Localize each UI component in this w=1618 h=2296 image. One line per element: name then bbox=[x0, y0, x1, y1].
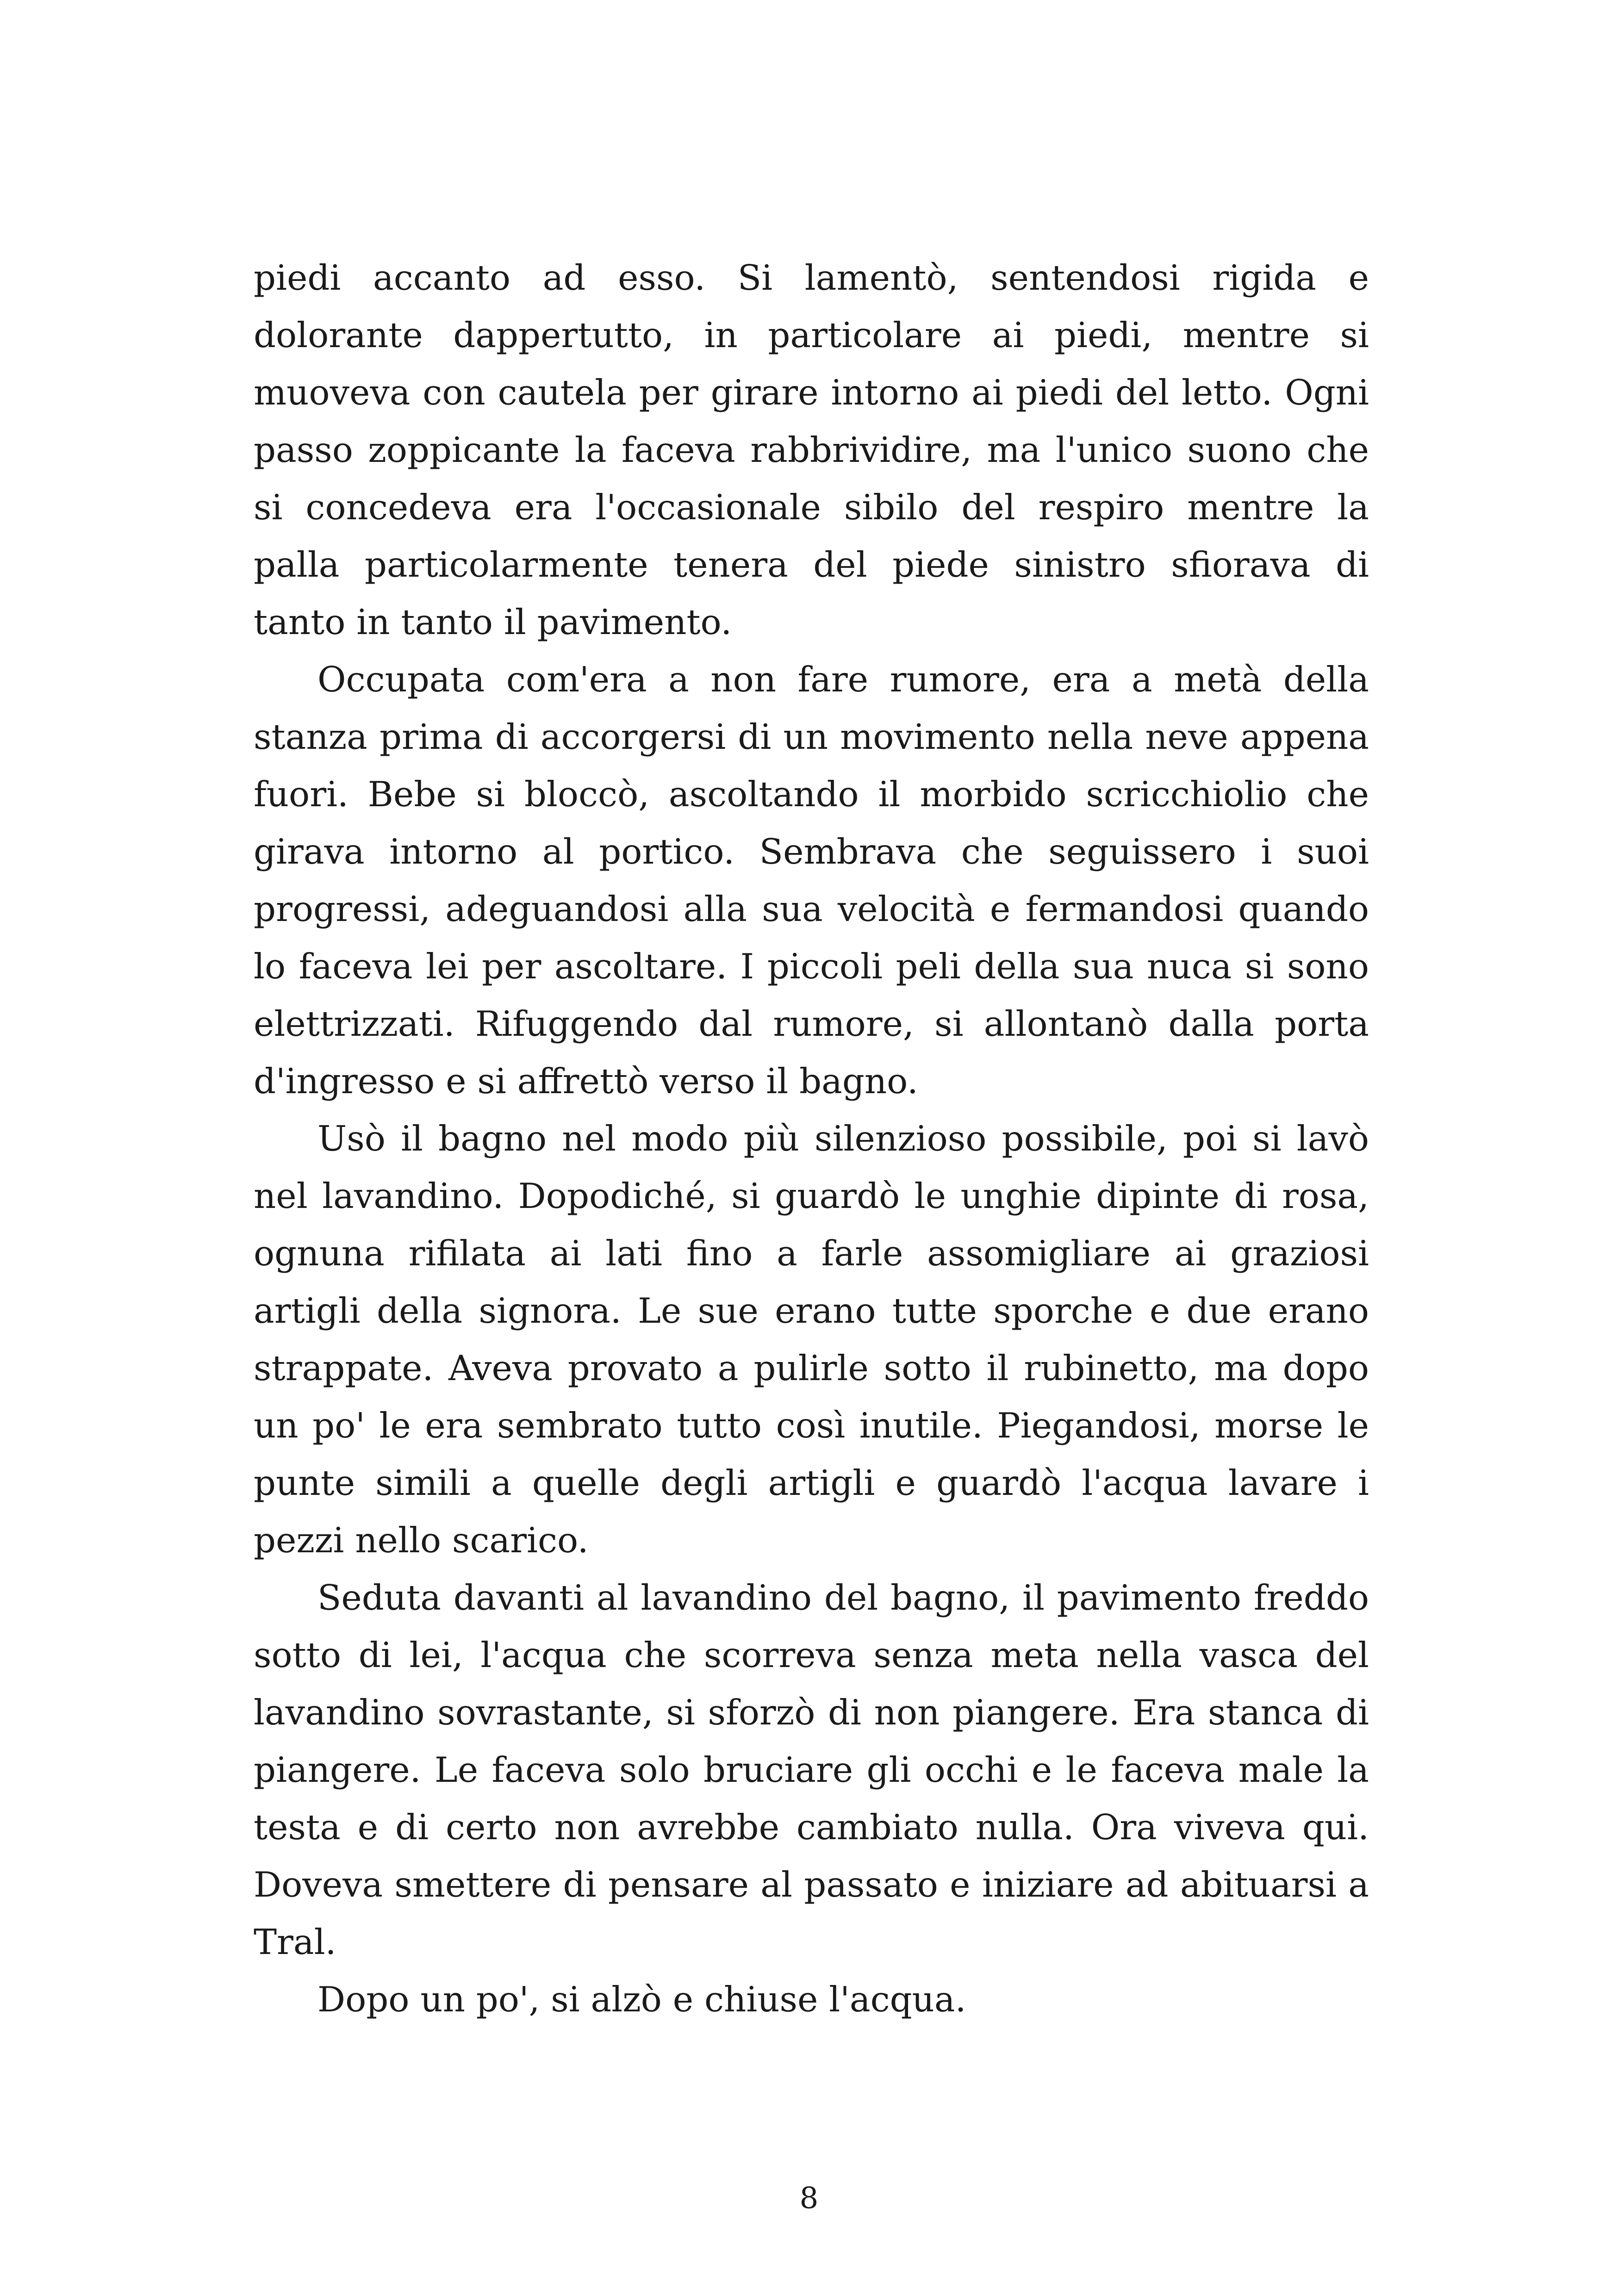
paragraph: Usò il bagno nel modo più silenzioso possibile, poi si lavò nel lavandino. Dopodiché, si guardò le unghie dipinte di rosa, ognuna rifilata ai lati fino a farle assomigliare ai graziosi artigli della signora. Le sue erano tutte sporche e due erano strappate. Aveva provato a pulirle sotto il rubinetto, ma dopo un po' le era sembrato tutto così inutile. Piegandosi, morse le punte simili a quelle degli artigli e guardò l'acqua lavare i pezzi nello scarico. bbox=[254, 1118, 1369, 1561]
page-number: 8 bbox=[799, 2181, 819, 2215]
paragraph: piedi accanto ad esso. Si lamentò, sentendosi rigida e dolorante dappertutto, in particolare ai piedi, mentre si muoveva con cautela per girare intorno ai piedi del letto. Ogni passo zoppicante la faceva rabbrividire, ma l'unico suono che si concedeva era l'occasionale sibilo del respiro mentre la palla particolarmente tenera del piede sinistro sfiorava di tanto in tanto il pavimento. bbox=[254, 257, 1369, 642]
body-text bbox=[254, 249, 1369, 2028]
paragraph: Occupata com'era a non fare rumore, era a metà della stanza prima di accorgersi di un movimento nella neve appena fuori. Bebe si bloccò, ascoltando il morbido scricchiolio che girava intorno al portico. Sembrava che seguissero i suoi progressi, adeguandosi alla sua velocità e fermandosi quando lo faceva lei per ascoltare. I piccoli peli della sua nuca si sono elettrizzati. Rifuggendo dal rumore, si allontanò dalla porta d'ingresso e si affrettò verso il bagno. bbox=[254, 659, 1369, 1101]
paragraph: Seduta davanti al lavandino del bagno, il pavimento freddo sotto di lei, l'acqua che scorreva senza meta nella vasca del lavandino sovrastante, si sforzò di non piangere. Era stanca di piangere. Le faceva solo bruciare gli occhi e le faceva male la testa e di certo non avrebbe cambiato nulla. Ora viveva qui. Doveva smettere di pensare al passato e iniziare ad abituarsi a Tral. bbox=[254, 1577, 1369, 1962]
paragraph: Dopo un po', si alzò e chiuse l'acqua. bbox=[317, 1979, 966, 2020]
